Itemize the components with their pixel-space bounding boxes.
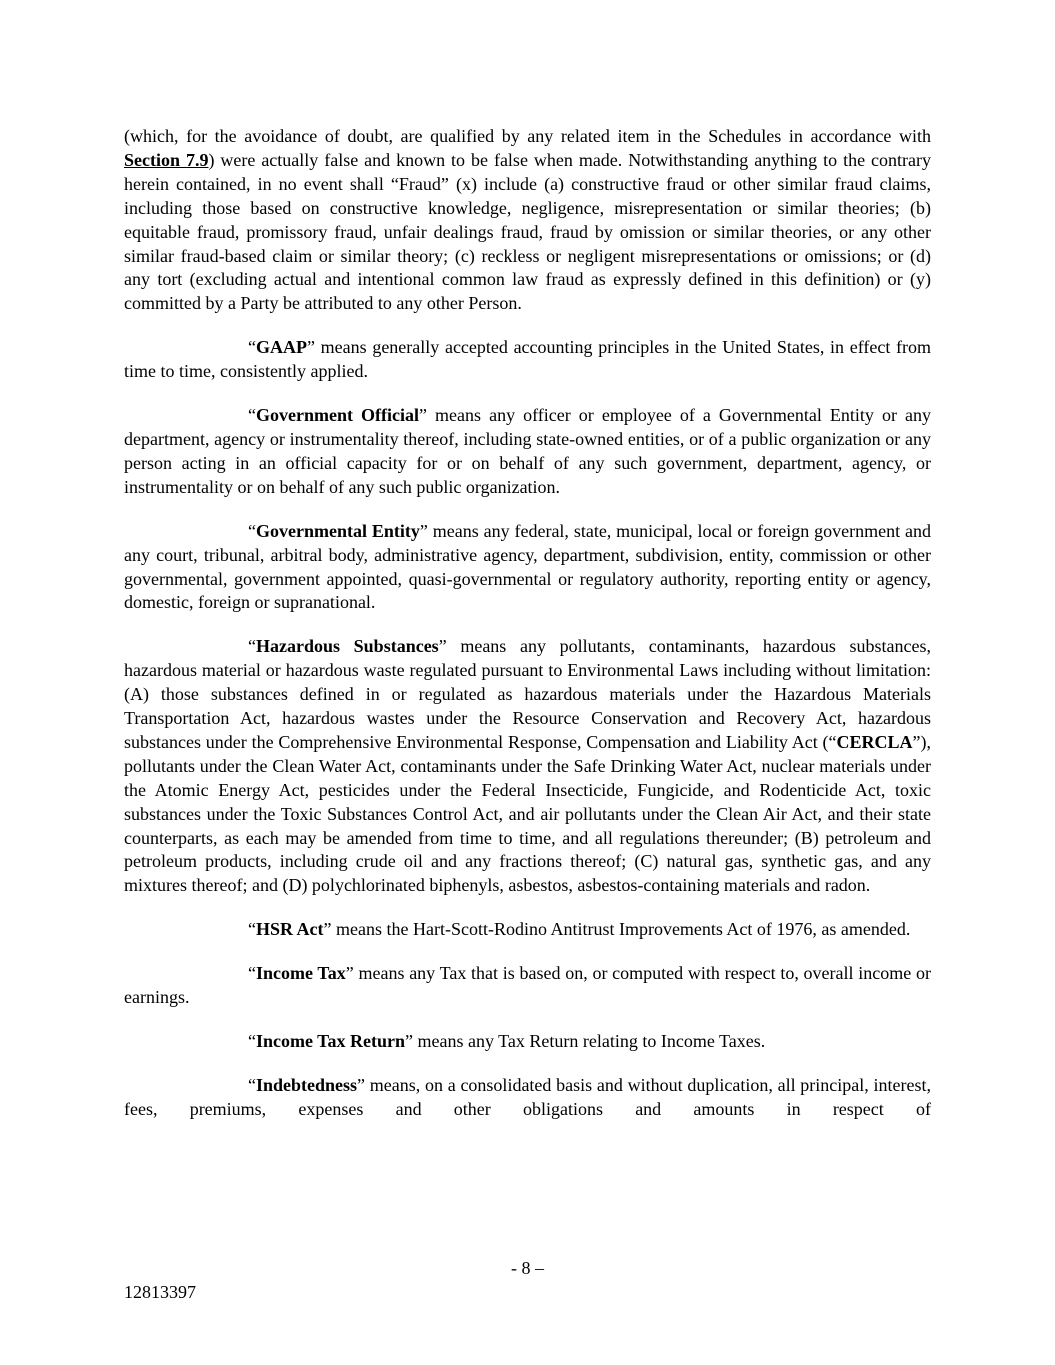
section-7-9-reference: Section 7.9 bbox=[124, 149, 209, 170]
definition-income-tax: “Income Tax” means any Tax that is based on, or computed with respect to, overall income or earnings. bbox=[124, 963, 931, 1008]
fraud-definition-continuation: (which, for the avoidance of doubt, are qualified by any related item in the Schedules in accordance with Section 7.9) were actually false and known to be false when made. Notwithstanding anything to the contrary herein contained, in no event shall “Fraud” (x) include (a) constructive fraud or other similar fraud claims, including those based on constructive knowledge, negligence, misrepresentation or similar theories; (b) equitable fraud, promissory fraud, unfair dealings fraud, fraud by omission or similar theories, or any other similar fraud-based claim or similar theory; (c) reckless or negligent misrepresentations or omissions; or (d) any tort (excluding actual and intentional common law fraud as expressly defined in this definition) or (y) committed by a Party be attributed to any other Person. bbox=[124, 126, 931, 314]
definition-hsr-act: “HSR Act” means the Hart-Scott-Rodino Antitrust Improvements Act of 1976, as amended. bbox=[248, 919, 911, 940]
defined-term: Hazardous Substances bbox=[256, 636, 439, 657]
definition-governmental-entity: “Governmental Entity” means any federal, state, municipal, local or foreign government and any court, tribunal, arbitral body, administrative agency, department, subdivision, entity, commission or other governmental, government appointed, quasi-governmental or regulatory authority, reporting entity or agency, domestic, foreign or supranational. bbox=[124, 520, 931, 613]
defined-term: HSR Act bbox=[256, 919, 324, 940]
defined-term: Governmental Entity bbox=[256, 520, 420, 541]
page-number: - 8 – bbox=[511, 1258, 544, 1278]
inline-defined-term-cercla: CERCLA bbox=[836, 731, 913, 752]
definition-hazardous-substances: “Hazardous Substances” means any pollutants, contaminants, hazardous substances, hazardous material or hazardous waste regulated pursuant to Environmental Laws including without limitation: (A) those substances defined in or regulated as hazardous materials under the Hazardous Materials Transportation Act, hazardous wastes under the Resource Conservation and Recovery Act, hazardous substances under the Comprehensive Environmental Response, Compensation and Liability Act (“CERCLA”), pollutants under the Clean Water Act, contaminants under the Safe Drinking Water Act, nuclear materials under the Atomic Energy Act, pesticides under the Federal Insecticide, Fungicide, and Rodenticide Act, toxic substances under the Toxic Substances Control Act, and air pollutants under the Clean Air Act, and their state counterparts, as each may be amended from time to time, and all regulations thereunder; (B) petroleum and petroleum products, including crude oil and any fractions thereof; (C) natural gas, synthetic gas, and any mixtures thereof; and (D) polychlorinated biphenyls, asbestos, asbestos-containing materials and radon. bbox=[124, 636, 931, 896]
defined-term: Income Tax bbox=[256, 963, 346, 984]
definition-gaap: “GAAP” means generally accepted accounting principles in the United States, in effect from time to time, consistently applied. bbox=[124, 337, 931, 382]
document-body bbox=[124, 125, 931, 1142]
defined-term: Government Official bbox=[256, 405, 420, 426]
defined-term: Indebtedness bbox=[256, 1074, 358, 1095]
definition-income-tax-return: “Income Tax Return” means any Tax Return relating to Income Taxes. bbox=[248, 1031, 766, 1051]
defined-term: Income Tax Return bbox=[256, 1031, 406, 1051]
defined-term: GAAP bbox=[256, 337, 307, 358]
definition-indebtedness: “Indebtedness” means, on a consolidated basis and without duplication, all principal, interest, fees, premiums, expenses and other obligations and amounts in respect of bbox=[124, 1074, 931, 1119]
document-id: 12813397 bbox=[124, 1282, 196, 1302]
definition-government-official: “Government Official” means any officer or employee of a Governmental Entity or any department, agency or instrumentality thereof, including state-owned entities, or of a public organization or any person acting in an official capacity for or on behalf of any such government, department, agency, or instrumentality or on behalf of any such public organization. bbox=[124, 405, 931, 497]
